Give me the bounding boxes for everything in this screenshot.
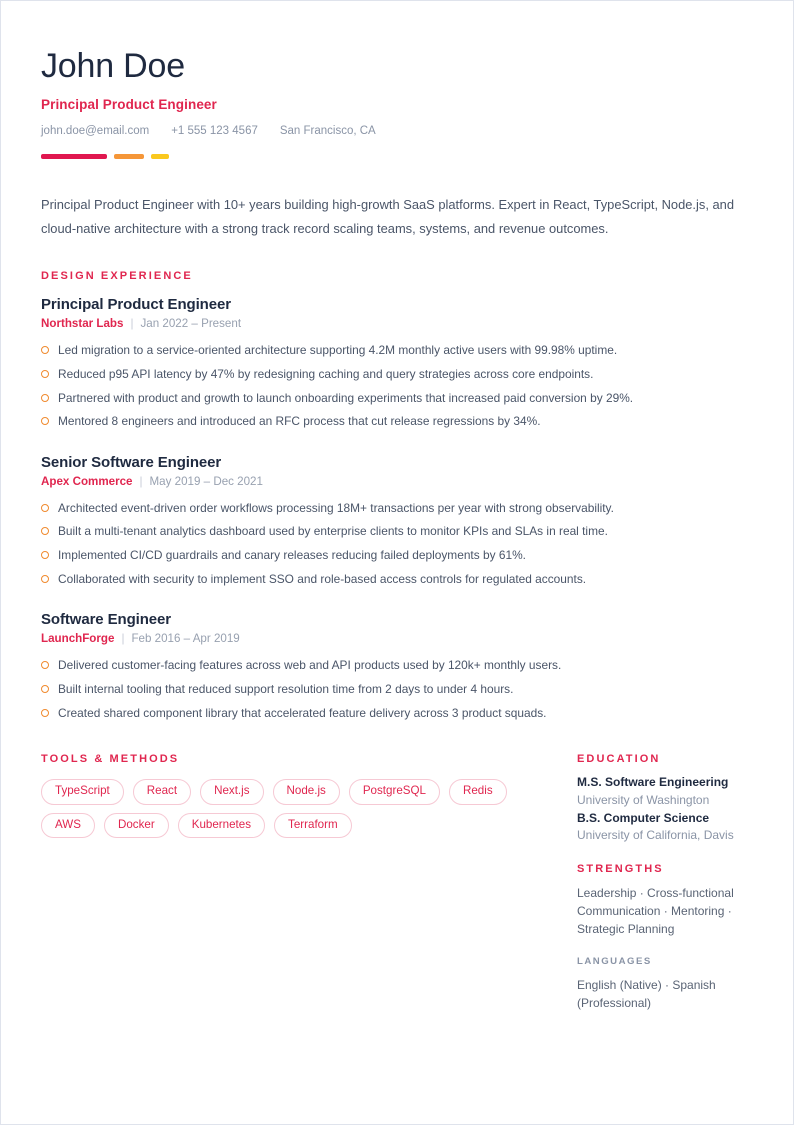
job-bullet — [41, 365, 753, 384]
education-school: University of Washington — [577, 792, 710, 807]
tool-pill[interactable]: Redis — [449, 779, 507, 804]
job-dates: Jan 2022 – Present — [140, 317, 242, 331]
job-bullet — [41, 499, 753, 518]
tool-pill[interactable]: TypeScript — [41, 779, 124, 804]
job-bullet-text: Implemented CI/CD guardrails and canary releases reducing failed deployments by 61%. — [58, 548, 526, 563]
job-company: Northstar Labs — [41, 317, 124, 331]
job-bullet — [41, 522, 753, 541]
accent-bar-group — [41, 154, 753, 159]
circle-bullet-icon — [41, 346, 49, 354]
job-dates: May 2019 – Dec 2021 — [149, 474, 263, 488]
accent-bar-primary — [41, 154, 107, 159]
tool-pill[interactable]: React — [133, 779, 191, 804]
circle-bullet-icon — [41, 551, 49, 559]
languages-text: English (Native) · Spanish (Professional) — [577, 977, 716, 1010]
tool-pill[interactable]: Next.js — [200, 779, 263, 804]
job-meta-separator: | — [130, 317, 134, 331]
job-bullet-list — [41, 499, 753, 590]
education-block — [577, 753, 753, 845]
job-bullet — [41, 680, 753, 699]
job-bullet-text: Built a multi-tenant analytics dashboard used by enterprise clients to monitor KPIs and SLAs in real time. — [58, 524, 608, 539]
education-entry — [577, 810, 753, 845]
job-bullet-text: Created shared component library that accelerated feature delivery across 3 product squads. — [58, 705, 547, 720]
job-title: Senior Software Engineer — [41, 453, 222, 471]
circle-bullet-icon — [41, 504, 49, 512]
job-bullet-list — [41, 341, 753, 432]
education-degree: B.S. Computer Science — [577, 810, 710, 825]
tools-section-heading: TOOLS & METHODS — [41, 753, 180, 766]
job-entry — [41, 611, 753, 723]
tool-pill[interactable]: Node.js — [273, 779, 340, 804]
sidebar-column — [577, 753, 753, 1012]
contact-phone[interactable]: +1 555 123 4567 — [171, 125, 258, 138]
education-entry — [577, 774, 753, 809]
job-meta — [41, 632, 753, 645]
job-bullet-text: Reduced p95 API latency by 47% by redesigning caching and query strategies across core endpoints. — [58, 366, 594, 381]
strengths-block — [577, 863, 753, 938]
circle-bullet-icon — [41, 394, 49, 402]
job-meta-separator: | — [139, 474, 143, 488]
tools-pill-list — [41, 779, 521, 838]
accent-bar-secondary — [114, 154, 144, 159]
professional-summary: Principal Product Engineer with 10+ years building high-growth SaaS platforms. Expert in React, TypeScript, Node.js, and cloud-native architecture with a strong track record scaling teams, systems, and revenue outcomes. — [41, 197, 734, 236]
circle-bullet-icon — [41, 575, 49, 583]
job-bullet-text: Collaborated with security to implement SSO and role-based access controls for regulated accounts. — [58, 572, 587, 587]
contact-email[interactable]: john.doe@email.com — [41, 125, 150, 138]
job-company: LaunchForge — [41, 632, 115, 646]
job-entry — [41, 454, 753, 590]
circle-bullet-icon — [41, 417, 49, 425]
contact-line — [41, 125, 753, 137]
experience-list — [41, 296, 753, 723]
job-company: Apex Commerce — [41, 474, 133, 488]
circle-bullet-icon — [41, 685, 49, 693]
lower-columns — [41, 753, 753, 1012]
job-meta — [41, 317, 753, 330]
tool-pill[interactable]: AWS — [41, 813, 95, 838]
job-bullet-list — [41, 656, 753, 723]
job-bullet-text: Architected event-driven order workflows processing 18M+ transactions per year with strong observability. — [58, 500, 614, 515]
job-bullet — [41, 570, 753, 589]
job-title: Principal Product Engineer — [41, 296, 231, 314]
job-bullet — [41, 341, 753, 360]
contact-location: San Francisco, CA — [279, 125, 376, 138]
education-school: University of California, Davis — [577, 828, 734, 843]
circle-bullet-icon — [41, 370, 49, 378]
languages-heading: LANGUAGES — [577, 955, 652, 967]
job-bullet — [41, 389, 753, 408]
job-bullet-text: Mentored 8 engineers and introduced an RFC process that cut release regressions by 34%. — [58, 414, 541, 429]
job-dates: Feb 2016 – Apr 2019 — [131, 632, 240, 646]
circle-bullet-icon — [41, 527, 49, 535]
tool-pill[interactable]: Terraform — [274, 813, 352, 838]
education-degree: M.S. Software Engineering — [577, 775, 729, 790]
resume-header — [41, 47, 753, 159]
circle-bullet-icon — [41, 661, 49, 669]
job-title: Software Engineer — [41, 611, 171, 629]
candidate-name: John Doe — [41, 47, 185, 85]
circle-bullet-icon — [41, 709, 49, 717]
strengths-heading: STRENGTHS — [577, 862, 664, 875]
job-bullet-text: Delivered customer-facing features across web and API products used by 120k+ monthly users. — [58, 658, 562, 673]
tool-pill[interactable]: Kubernetes — [178, 813, 265, 838]
experience-section-heading: DESIGN EXPERIENCE — [41, 270, 193, 283]
job-bullet — [41, 656, 753, 675]
accent-bar-tertiary — [151, 154, 169, 159]
job-bullet-text: Led migration to a service-oriented architecture supporting 4.2M monthly active users with 99.98% uptime. — [58, 343, 618, 358]
tools-column — [41, 753, 541, 1012]
job-meta-separator: | — [121, 632, 125, 646]
job-bullet — [41, 546, 753, 565]
job-bullet-text: Built internal tooling that reduced support resolution time from 2 days to under 4 hours. — [58, 682, 514, 697]
job-bullet — [41, 704, 753, 723]
languages-block — [577, 956, 753, 1012]
job-bullet-text: Partnered with product and growth to launch onboarding experiments that increased paid conversion by 29%. — [58, 390, 634, 405]
tool-pill[interactable]: PostgreSQL — [349, 779, 440, 804]
tool-pill[interactable]: Docker — [104, 813, 169, 838]
job-entry — [41, 296, 753, 432]
education-heading: EDUCATION — [577, 753, 661, 766]
strengths-text: Leadership · Cross-functional Communication · Mentoring · Strategic Planning — [577, 885, 734, 936]
candidate-role: Principal Product Engineer — [41, 97, 217, 113]
job-meta — [41, 475, 753, 488]
job-bullet — [41, 412, 753, 431]
